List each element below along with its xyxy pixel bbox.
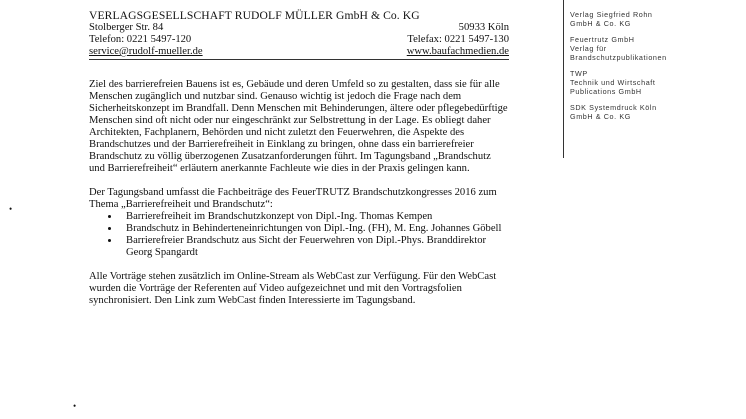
sidebar-line: SDK Systemdruck Köln xyxy=(570,103,657,112)
talk-list xyxy=(89,211,509,259)
email-link[interactable]: service@rudolf-mueller.de xyxy=(89,46,203,57)
list-item: • Barrierefreiheit im Brandschutzkonzept von Dipl.-Ing. Thomas Kempen xyxy=(120,211,509,223)
sidebar-block-twp xyxy=(570,69,741,96)
address-row xyxy=(89,22,509,34)
list-item: • Brandschutz in Behinderteneinrichtungen von Dipl.-Ing. (FH), M. Eng. Johannes Göbell xyxy=(120,223,509,235)
sidebar-line: Brandschutzpublikationen xyxy=(570,53,667,62)
sidebar-block-feuertrutz xyxy=(570,35,741,62)
sidebar-line: GmbH & Co. KG xyxy=(570,112,631,121)
contents-paragraph: Der Tagungsband umfasst die Fachbeiträge des FeuerTRUTZ Brandschutzkongresses 2016 zum Thema „Barrierefreiheit und Brandschutz“: xyxy=(89,187,497,210)
header-divider xyxy=(89,59,509,60)
sidebar-line: Verlag Siegfried Rohn xyxy=(570,10,653,19)
company-name: VERLAGSGESELLSCHAFT RUDOLF MÜLLER GmbH & Co. KG xyxy=(89,9,420,22)
contact-row xyxy=(89,34,509,46)
fax: Telefax: 0221 5497-130 xyxy=(407,34,509,45)
sidebar-line: Publications GmbH xyxy=(570,87,642,96)
webcast-paragraph: Alle Vorträge stehen zusätzlich im Online-Stream als WebCast zur Verfügung. Für den WebCast wurden die Vorträge der Referenten auf Video aufgezeichnet und mit den Vortragsfolien synchronisiert. Den Link zum WebCast finden Interessierte im Tagungsband. xyxy=(89,271,497,306)
margin-dot: • xyxy=(73,401,77,411)
sidebar-line: GmbH & Co. KG xyxy=(570,19,631,28)
sidebar-line: Technik und Wirtschaft xyxy=(570,78,656,87)
intro-paragraph: Ziel des barrierefreien Bauens ist es, Gebäude und deren Umfeld so zu gestalten, dass sie für alle Menschen zugänglich und nutzbar sind. Genauso wichtig ist jedoch die Frage nach dem Sicherheitskonzept im Brandfall. Denn Menschen mit Behinderungen, ältere oder pflegebedürftige Menschen sind oft nicht oder nur eingeschränkt zur Selbstrettung in der Lage. Es obliegt daher Architekten, Fachplanern, Behörden und nicht zuletzt den Feuerwehren, die Aspekte des Brandschutzes und der Barrierefreiheit in Einklang zu bringen, ohne dass ein barrierefreier Brandschutz zu völlig überzogenen Zusatzanforderungen führt. Im Tagungsband „Brandschutz und Barrierefreiheit“ erläutern anerkannte Fachleute wie dies in der Praxis gelingen kann. xyxy=(89,79,508,174)
link-row xyxy=(89,46,509,58)
website-link[interactable]: www.baufachmedien.de xyxy=(406,46,509,57)
street: Stolberger Str. 84 xyxy=(89,22,164,33)
list-item: • Barrierefreier Brandschutz aus Sicht der Feuerwehren von Dipl.-Phys. Branddirektor Georg Spangardt xyxy=(120,235,509,259)
sidebar-line: Feuertrutz GmbH xyxy=(570,35,635,44)
sidebar-line: Verlag für xyxy=(570,44,607,53)
sidebar-block-sdk xyxy=(570,103,741,121)
margin-dot: • xyxy=(9,204,13,214)
letter-body xyxy=(89,10,509,307)
publisher-sidebar xyxy=(563,0,741,158)
phone: Telefon: 0221 5497-120 xyxy=(89,34,192,45)
city: 50933 Köln xyxy=(458,22,509,33)
sidebar-block-rohn xyxy=(570,0,741,28)
sidebar-line: TWP xyxy=(570,69,588,78)
